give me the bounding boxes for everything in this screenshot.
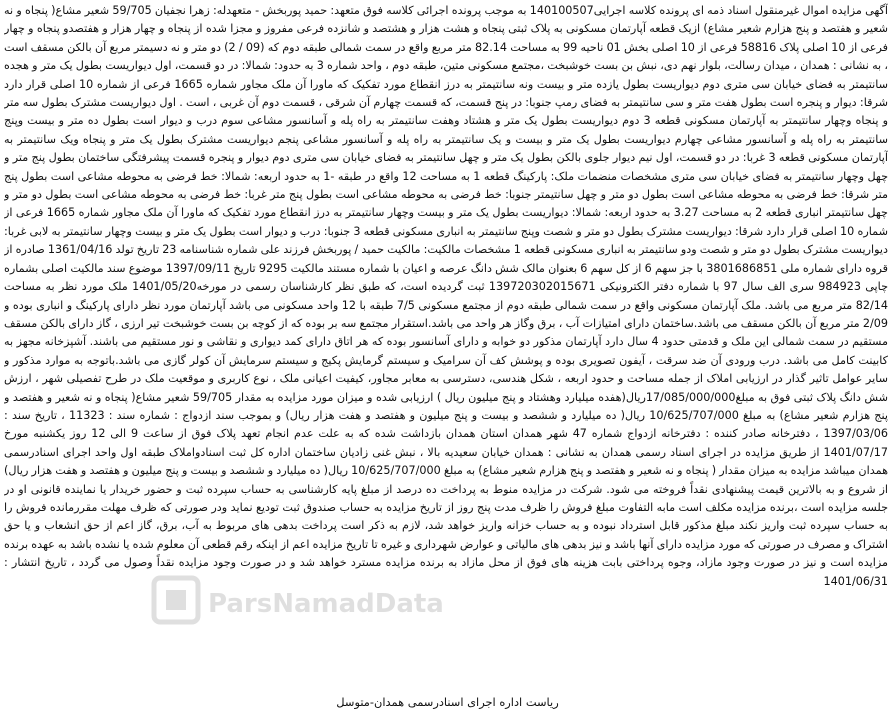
notice-body: آگهی مزایده اموال غیرمنقول اسناد ذمه ای پرونده کلاسه اجرایی140100507 به موجب پرونده اجرائی کلاسه فوق متعهد: حمید پوربخش - متعهدله: زهرا نجفیان 59/705 شعیر مشاع( پنجاه و نه شعیر و هفتصد و پنج هزارم شعیر مشاع) ازیک قطعه آپارتمان مسکونی به پلاک ثبتی پنجاه و هشت هزار و هشتصد و شانزده فرعی مفروز و مجزا شده از پنجاه و چهار هزار و هفتصدو پنجاه و چهار فرعی از 10 اصلی پلاک 58816 فرعی از 10 اصلی بخش 01 ناحیه 99 به مساحت 82.14 متر مربع واقع در سمت شمالی طبقه دوم که (09 / 2) دو متر و نه دسیمتر مربع آن بالکن مسقف است ، به نشانی : همدان ، میدان رسالت، بلوار نهم دی، نبش بن بست خوشبخت ،مجتمع مسکونی متین، طبقه دوم ، واحد شماره 3 به حدود: شمالا: در دو قسمت، اول دیواریست بطول یک متر و هجده سانتیمتر به فضای خیابان سی متری دوم دیواریست بطول یازده متر و بیست ونه سانتیمتر به درز انقطاع مورد تفکیک که ماورا آن ملک مجاور شماره 1665 فرعی از شماره 10 اصلی قرار دارد شرقا: دیوار و پنجره است بطول هفت متر و سی سانتیمتر به فضای رمپ جنوبا: در پنج قسمت، که قسمت چهارم آن شرقی ، قسمت دوم آن غربی ، است . اول دیواریست مشترک بطول سه متر و پنجاه وچهار سانتیمتر به آپارتمان مسکونی قطعه 3 دوم دیواریست بطول یک متر و هشتاد وهفت سانتیمتر به راه پله و آسانسور مشاعی سوم درب و دیوار است بطول ده متر و بیست وپنج سانتیمتر به راه پله و آسانسور مشاعی چهارم دیواریست بطول یک متر و بیست و یک سانتیمتر به راه پله و آسانسور مشاعی پنجم دیواریست مشترک بطول یک متر و پنجاه ویک سانتیمتر به آپارتمان مسکونی قطعه 3 غربا: در دو قسمت، اول نیم دیوار جلوی بالکن بطول یک متر و چهل سانتیمتر به فضای خیابان سی متری دوم دیوار و پنجره قسمت پیشرفتگی ساختمان بطول پنج متر و چهل وچهار سانتیمتر به فضای خیابان سی متری مشخصات منضمات ملک: پارکینگ قطعه 1 به مساحت 12 واقع در طبقه -1 به حدود اربعه: شمالا: خط فرضی به محوطه مشاعی است بطول پنج متر شرقا: خط فرضی به محوطه مشاعی است بطول دو متر و چهل سانتیمتر جنوبا: خط فرضی به محوطه مشاعی است بطول پنج متر غربا: خط فرضی به محوطه مشاعی است بطول دو متر و چهل سانتیمتر انباری قطعه 2 به مساحت 3.27 به حدود اربعه: شمالا: دیواریست بطول یک متر و بیست وچهار سانتیمتر به درز انقطاع مورد تفکیک که ماورا آن ملک مجاور شماره 1665 فرعی از شماره 10 اصلی قرار دارد شرقا: دیواریست مشترک بطول دو متر و شصت وپنج سانتیمتر به انباری مسکونی قطعه 3 جنوبا: درب و دیوار است بطول یک متر و بیست وچهار سانتیمتر به لابی غربا: دیواریست مشترک بطول دو متر و شصت ودو سانتیمتر به انباری مسکونی قطعه 1 مشخصات مالکیت: مالکیت حمید / پوربخش فرزند علی شماره شناسنامه 23 تاریخ تولد 1361/04/16 صادره از قروه دارای شماره ملی 3801686851 با جز سهم 6 از کل سهم 6 بعنوان مالک شش دانگ عرصه و اعیان با شماره مستند مالکیت 9295 تاریخ 1397/09/11 موضوع سند مالکیت اصلی بشماره چاپی 984923 سری الف سال 97 با شماره دفتر الکترونیکی 139720302015671 ثبت گردیده است، که طبق نظر کارشناسان رسمی در مورخه1401/05/20 ملک مورد نظر به مساحت 82/14 متر مربع می باشد. ملک آپارتمان مسکونی واقع در سمت شمالی طبقه دوم از مجتمع مسکونی 7/5 طبقه با 12 واحد مسکونی می باشد آپارتمان مورد نظر دارای پارکینگ و انباری بوده و 2/09 متر مربع آن بالکن مسقف می باشد.ساختمان دارای امتیازات آب ، برق وگاز هر واحد می باشد.استقرار مجتمع سه بر بوده که از کوچه بن بست خوشبخت تیر ارزی ، گاز دارای بالکن مسقف مستقیم در سمت شمالی این ملک و قدمتی حدود 4 سال دارد آپارتمان مذکور دو خوابه و دارای آسانسور بوده که هر اتاق دارای کمد دیواری و نقاشی و نور مستقیم می باشند. آشپزخانه مجهز به کابینت کامل می باشد. درب ورودی آن ضد سرقت ، آیفون تصویری بوده و پوشش کف آن سرامیک و سیستم گرمایش پکیج و سیستم سرمایش آن کولر گازی می باشد.باتوجه به موارد مذکور و سایر عوامل تاثیر گذار در ارزیابی املاک از جمله مساحت و حدود اربعه ، شکل هندسی، دسترسی به معابر مجاور، کیفیت اعیانی ملک ، نوع کاربری و موقعیت ملک در طرح تفصیلی شهر ، ارزش شش دانگ پلاک ثبتی فوق به مبلغ17/085/000/000ریال(هفده میلیارد وهشتاد و پنج میلیون ریال ) ارزیابی شده و میزان مورد مزایده به مقدار 59/705 شعیر مشاع( پنجاه و نه شعیر و هفتصد و پنج هزارم شعیر مشاع) به مبلغ 10/625/707/000 ریال( ده میلیارد و ششصد و بیست و پنج میلیون و هفتصد و هفت هزار ریال) و بموجب سند ازدواج : شماره سند : 11323 ، تاریخ سند : 1397/03/06 ، دفترخانه صادر کننده : دفترخانه ازدواج شماره 47 شهر همدان استان همدان بازداشت شده که به علت عدم انجام تعهد پلاک فوق از ساعت 9 الی 12 روز یکشنبه مورخ 1401/07/17 از طریق مزایده در اجرای اسناد رسمی همدان به نشانی : همدان خیابان سعیدیه بالا ، نبش غنی زادیان ساختمان اداره کل ثبت اسنادواملاک طبقه اول واحد اجرای اسنادرسمی همدان میباشد مزایده به میزان مقدار ( پنجاه و نه شعیر و هفتصد و پنج هزارم شعیر مشاع) به مبلغ 10/625/707/000 ریال( ده میلیارد و ششصد و بیست و پنج میلیون و هفتصد و هفت هزار ریال) از شروع و به بالاترین قیمت پیشنهادی نقداً فروخته می شود. شرکت در مزایده منوط به پرداخت ده درصد از مبلغ پایه کارشناسی به حساب سپرده ثبت و حضور خریدار یا نماینده قانونی او در جلسه مزایده است ،برنده مزایده مکلف است مابه التفاوت مبلغ فروش را ظرف مدت پنج روز از تاریخ مزایده به حساب صندوق ثبت تودیع نماید ودر صورتی که ظرف مهلت مقررمانده فروش را به حساب سپرده ثبت واریز نکند مبلغ مذکور قابل استرداد نبوده و به حساب خزانه واریز خواهد شد، لازم به ذکر است پرداخت بدهی های مربوط به آب، برق، گاز اعم از حق انشعاب و یا حق اشتراک و مصرف در صورتی که مورد مزایده دارای آنها باشد و نیز بدهی های مالیاتی و عوارض شهرداری و غیره تا تاریخ مزایده اعم از اینکه رقم قطعی آن معلوم شده یا نشده باشد به عهده برنده مزایده است و نیز در صورت وجود مازاد، وجوه پرداختی بابت هزینه های فوق از محل مازاد به برنده مزایده مسترد خواهد شد و در صورت وجود مزایده نقداً وصول می گردد ، تاریخ انتشار : 1401/06/31: [4, 4, 888, 588]
watermark-text: ParsNamadData: [208, 589, 444, 619]
auction-notice: [4, 2, 888, 708]
notice-signature: ریاست اداره اجرای اسنادرسمی همدان-متوسل: [336, 695, 559, 709]
